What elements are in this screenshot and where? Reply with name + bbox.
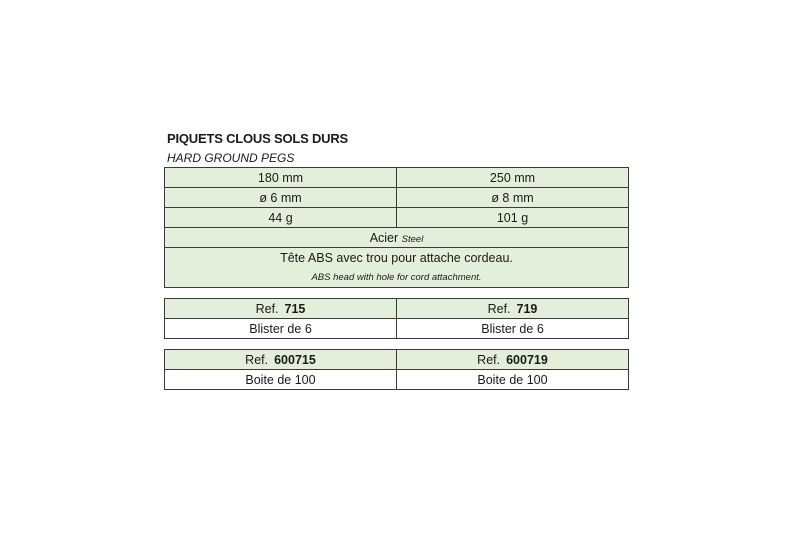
material-cell	[165, 228, 629, 248]
ref-cell	[165, 350, 397, 370]
diameter-row	[165, 188, 629, 208]
ref-number: 600719	[506, 352, 548, 367]
material-fr: Acier	[369, 230, 399, 245]
ref-number: 719	[516, 301, 538, 316]
ref-row	[165, 350, 629, 370]
pack-cell: Boite de 100	[165, 370, 397, 390]
length-cell: 180 mm	[165, 168, 397, 188]
weight-cell: 101 g	[397, 208, 629, 228]
ref-cell	[397, 299, 629, 319]
weight-cell: 44 g	[165, 208, 397, 228]
pack-cell: Blister de 6	[165, 319, 397, 339]
ref-number: 600715	[274, 352, 316, 367]
ref-cell	[165, 299, 397, 319]
ref-cell	[397, 350, 629, 370]
specs-table	[164, 167, 629, 288]
pack-row	[165, 370, 629, 390]
ref-label: Ref.	[245, 352, 269, 367]
length-row	[165, 168, 629, 188]
box-ref-table	[164, 349, 629, 390]
blister-ref-table	[164, 298, 629, 339]
product-title: PIQUETS CLOUS SOLS DURS	[167, 131, 349, 146]
material-row	[165, 228, 629, 248]
ref-number: 715	[284, 301, 306, 316]
description-cell	[165, 248, 629, 288]
pack-row	[165, 319, 629, 339]
pack-cell: Blister de 6	[397, 319, 629, 339]
product-subtitle: HARD GROUND PEGS	[167, 151, 295, 165]
diameter-cell: ø 6 mm	[165, 188, 397, 208]
weight-row	[165, 208, 629, 228]
ref-row	[165, 299, 629, 319]
length-cell: 250 mm	[397, 168, 629, 188]
material-en: Steel	[401, 233, 424, 245]
description-fr: Tête ABS avec trou pour attache cordeau.	[280, 250, 513, 265]
ref-label: Ref.	[255, 301, 279, 316]
diameter-cell: ø 8 mm	[397, 188, 629, 208]
description-en: ABS head with hole for cord attachment.	[311, 271, 482, 283]
ref-label: Ref.	[487, 301, 511, 316]
ref-label: Ref.	[477, 352, 501, 367]
pack-cell: Boite de 100	[397, 370, 629, 390]
description-row	[165, 248, 629, 288]
